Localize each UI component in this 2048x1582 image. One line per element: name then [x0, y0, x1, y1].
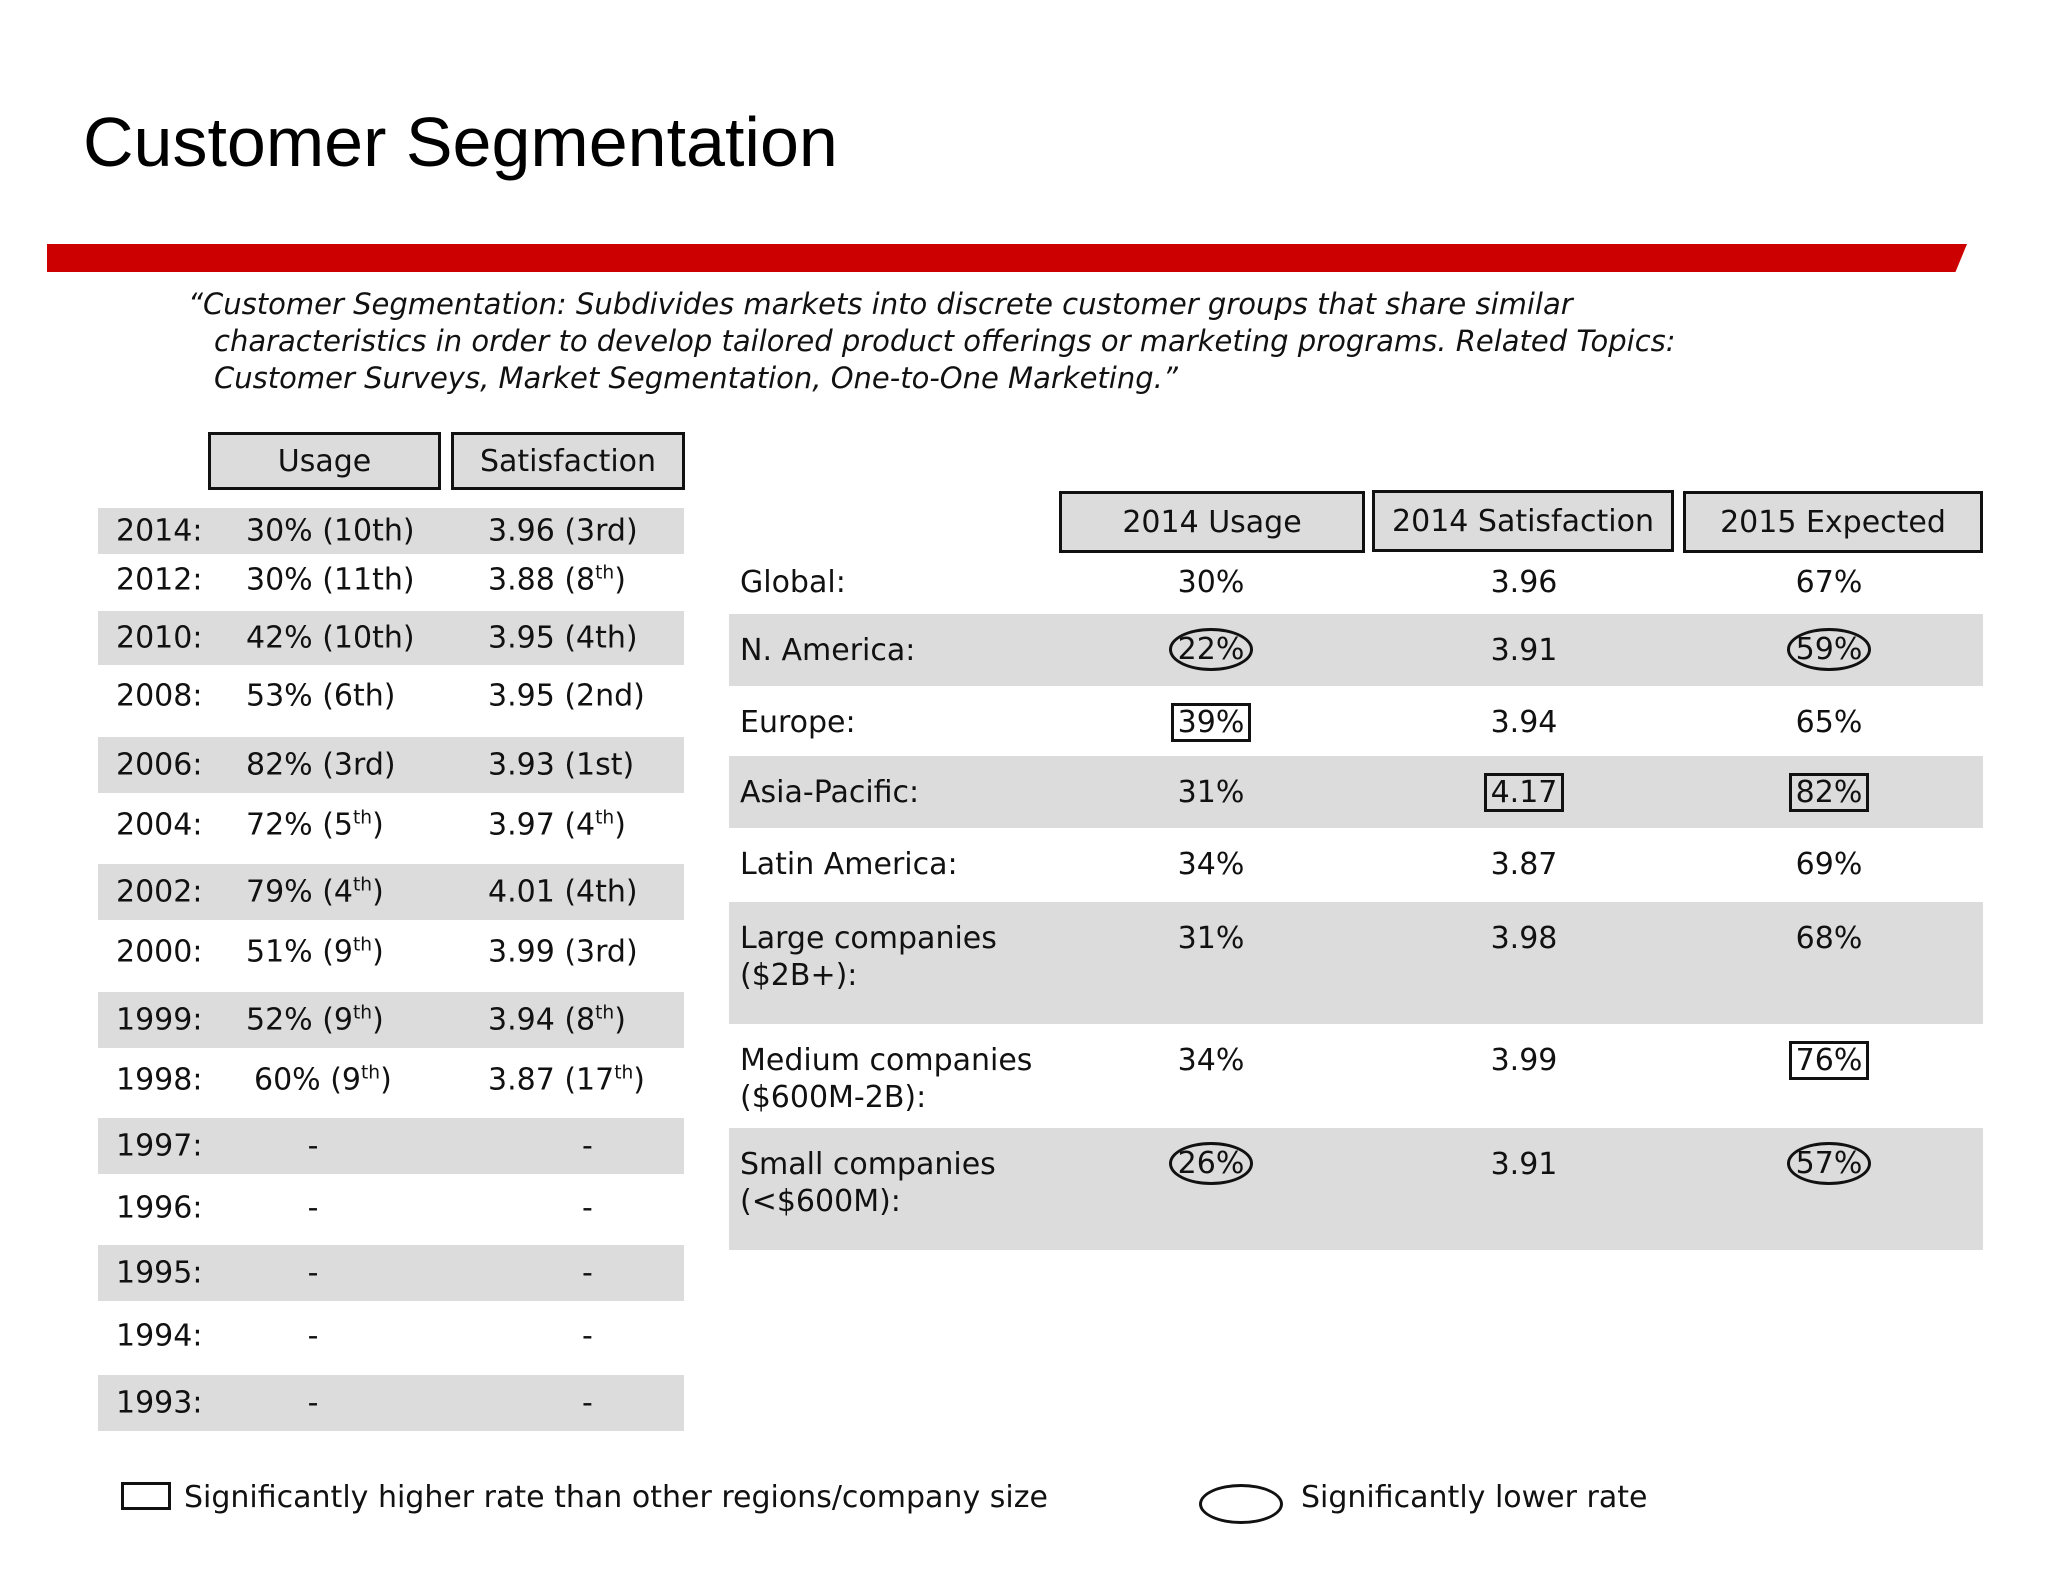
history-usage: 51% (9th)	[246, 934, 384, 970]
segment-satisfaction: 3.87	[1490, 847, 1558, 882]
segment-row-medium-companies	[729, 1024, 1983, 1128]
title-divider-bar	[47, 244, 1967, 272]
segment-label: Europe:	[740, 705, 856, 740]
segment-expected	[1749, 1142, 1909, 1185]
segment-label: Small companies (<$600M):	[740, 1147, 996, 1219]
page-title: Customer Segmentation	[83, 103, 838, 181]
segment-satisfaction	[1444, 773, 1604, 812]
segment-row-global	[729, 556, 1983, 614]
history-year: 2006:	[116, 747, 203, 783]
history-year: 1998:	[116, 1062, 203, 1098]
history-satisfaction: 3.93 (1st)	[488, 747, 635, 783]
history-satisfaction: -	[582, 1128, 593, 1164]
segment-row-europe	[729, 686, 1983, 756]
history-usage: 72% (5th)	[246, 807, 384, 843]
segment-row-latin-america	[729, 828, 1983, 902]
legend-box-icon	[121, 1482, 171, 1510]
segment-label: Latin America:	[740, 847, 958, 882]
history-satisfaction: 3.97 (4th)	[488, 807, 626, 843]
higher-rate-marker: 4.17	[1484, 773, 1565, 812]
history-usage: 53% (6th)	[246, 678, 396, 714]
history-satisfaction: -	[582, 1318, 593, 1354]
quote-line: characteristics in order to develop tailored product offerings or marketing programs. Related Topics:	[214, 324, 1676, 358]
history-usage: 79% (4th)	[246, 874, 384, 910]
segment-expected	[1749, 1041, 1909, 1080]
legend-lower-label: Significantly lower rate	[1301, 1480, 1648, 1515]
segment-usage	[1131, 628, 1291, 671]
legend-oval-icon	[1199, 1484, 1283, 1524]
lower-rate-marker: 57%	[1787, 1142, 1872, 1185]
segment-satisfaction: 3.96	[1490, 565, 1558, 600]
history-row	[98, 1375, 684, 1431]
history-year: 1993:	[116, 1385, 203, 1421]
quote-line: Customer Surveys, Market Segmentation, One-to-One Marketing.”	[214, 361, 1178, 395]
lower-rate-marker: 26%	[1169, 1142, 1254, 1185]
quote-line: “Customer Segmentation: Subdivides markets into discrete customer groups that share similar	[188, 287, 1573, 321]
history-satisfaction: -	[582, 1385, 593, 1421]
history-usage: -	[307, 1190, 319, 1226]
history-row	[98, 1180, 684, 1236]
segment-expected: 65%	[1795, 705, 1863, 740]
segment-satisfaction-header: 2014 Satisfaction	[1372, 490, 1674, 552]
segment-usage: 34%	[1177, 847, 1245, 882]
segment-row-small-companies	[729, 1128, 1983, 1250]
history-usage: -	[307, 1385, 319, 1421]
segment-satisfaction: 3.98	[1490, 921, 1558, 956]
segment-expected: 69%	[1795, 847, 1863, 882]
lower-rate-marker: 22%	[1169, 628, 1254, 671]
history-row	[98, 737, 684, 793]
segment-usage: 34%	[1177, 1043, 1245, 1078]
history-satisfaction: 4.01 (4th)	[488, 874, 638, 910]
segment-expected: 67%	[1795, 565, 1863, 600]
segment-usage: 30%	[1177, 565, 1245, 600]
segment-label: Global:	[740, 565, 846, 600]
history-year: 1995:	[116, 1255, 203, 1291]
segment-row-asia-pacific	[729, 756, 1983, 828]
segment-label: N. America:	[740, 633, 916, 668]
higher-rate-marker: 39%	[1171, 703, 1252, 742]
history-satisfaction: 3.95 (2nd)	[488, 678, 645, 714]
history-row	[98, 1308, 684, 1364]
history-year: 2000:	[116, 934, 203, 970]
history-row	[98, 992, 684, 1048]
segment-usage: 31%	[1177, 775, 1245, 810]
segment-satisfaction: 3.91	[1490, 633, 1558, 668]
history-usage-header: Usage	[208, 432, 441, 490]
history-year: 2008:	[116, 678, 203, 714]
history-satisfaction: 3.95 (4th)	[488, 620, 638, 656]
history-usage: -	[307, 1318, 319, 1354]
definition-quote	[188, 286, 1828, 397]
history-year: 2010:	[116, 620, 203, 656]
history-row	[98, 924, 684, 980]
history-year: 2004:	[116, 807, 203, 843]
higher-rate-marker: 76%	[1789, 1041, 1870, 1080]
history-row	[98, 611, 684, 665]
history-usage: -	[307, 1255, 319, 1291]
legend-higher-label: Significantly higher rate than other regions/company size	[184, 1480, 1048, 1515]
segment-expected	[1749, 773, 1909, 812]
history-satisfaction: -	[582, 1255, 593, 1291]
segment-expected: 68%	[1795, 921, 1863, 956]
segment-row-large-companies	[729, 902, 1983, 1024]
history-usage: 30% (11th)	[246, 562, 415, 598]
history-satisfaction: 3.94 (8th)	[488, 1002, 626, 1038]
segment-satisfaction: 3.91	[1490, 1147, 1558, 1182]
history-year: 2014:	[116, 513, 203, 549]
history-row	[98, 797, 684, 853]
segment-satisfaction: 3.99	[1490, 1043, 1558, 1078]
segment-label: Medium companies ($600M-2B):	[740, 1043, 1033, 1115]
lower-rate-marker: 59%	[1787, 628, 1872, 671]
segment-usage	[1131, 1142, 1291, 1185]
history-year: 1997:	[116, 1128, 203, 1164]
history-year: 1999:	[116, 1002, 203, 1038]
history-usage: -	[307, 1128, 319, 1164]
segment-label: Asia-Pacific:	[740, 775, 920, 810]
segment-row-n-america	[729, 614, 1983, 686]
history-usage: 42% (10th)	[246, 620, 415, 656]
segment-satisfaction: 3.94	[1490, 705, 1558, 740]
history-row	[98, 668, 684, 724]
segment-usage	[1131, 703, 1291, 742]
history-usage: 82% (3rd)	[246, 747, 396, 783]
history-year: 2012:	[116, 562, 203, 598]
history-row	[98, 1052, 684, 1108]
history-satisfaction-header: Satisfaction	[451, 432, 685, 490]
history-usage: 30% (10th)	[246, 513, 415, 549]
history-row	[98, 508, 684, 554]
segment-expected	[1749, 628, 1909, 671]
higher-rate-marker: 82%	[1789, 773, 1870, 812]
history-usage: 60% (9th)	[254, 1062, 392, 1098]
history-row	[98, 1245, 684, 1301]
history-year: 1996:	[116, 1190, 203, 1226]
history-row	[98, 1118, 684, 1174]
history-satisfaction: 3.96 (3rd)	[488, 513, 638, 549]
segment-usage-header: 2014 Usage	[1059, 491, 1365, 553]
history-satisfaction: 3.87 (17th)	[488, 1062, 646, 1098]
history-row	[98, 556, 684, 604]
history-satisfaction: 3.99 (3rd)	[488, 934, 638, 970]
history-year: 1994:	[116, 1318, 203, 1354]
segment-expected-header: 2015 Expected	[1683, 491, 1983, 553]
history-row	[98, 864, 684, 920]
segment-usage: 31%	[1177, 921, 1245, 956]
history-year: 2002:	[116, 874, 203, 910]
history-satisfaction: 3.88 (8th)	[488, 562, 626, 598]
history-usage: 52% (9th)	[246, 1002, 384, 1038]
history-satisfaction: -	[582, 1190, 593, 1226]
segment-label: Large companies ($2B+):	[740, 921, 997, 993]
